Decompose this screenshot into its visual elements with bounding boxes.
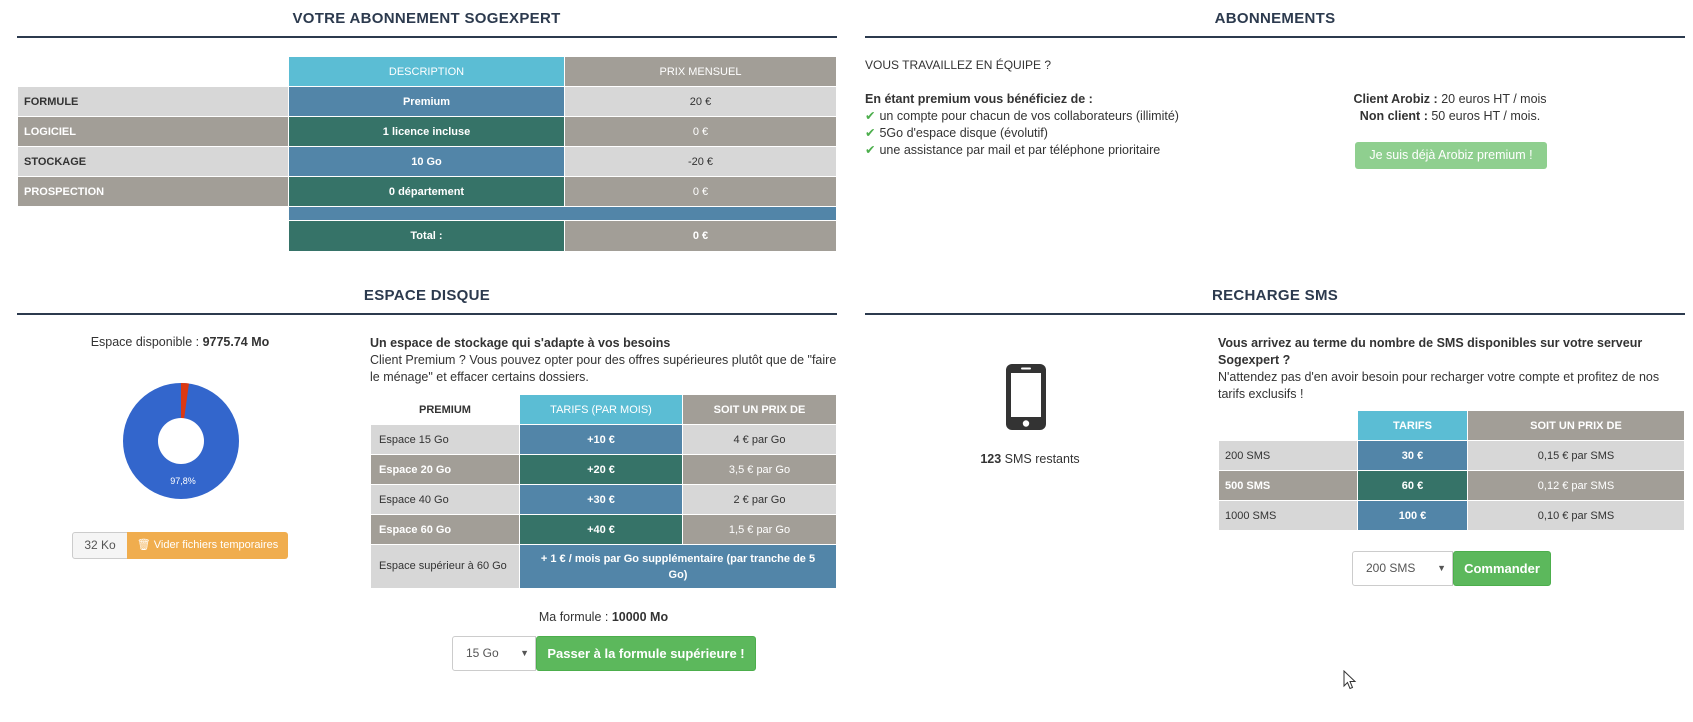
row-tarif: 100 €: [1358, 501, 1468, 531]
table-row: [18, 87, 837, 117]
col-tarifs: TARIFS (PAR MOIS): [520, 395, 683, 425]
row-price: 0,12 € par SMS: [1468, 471, 1685, 501]
subscription-title: VOTRE ABONNEMENT SOGEXPERT: [292, 10, 561, 27]
subscription-divider: [17, 36, 837, 38]
sms-text: N'attendez pas d'en avoir besoin pour recharger votre compte et profitez de nos tarifs exclusifs !: [1218, 370, 1660, 401]
row-price: 3,5 € par Go: [683, 455, 837, 485]
row-price: 0,10 € par SMS: [1468, 501, 1685, 531]
pie-label: 97,8%: [170, 476, 196, 486]
disk-tarifs-table: [370, 394, 837, 589]
table-row: [371, 485, 837, 515]
my-formula: Ma formule : 10000 Mo: [538, 610, 669, 624]
available-space: Espace disponible : 9775.74 Mo: [90, 335, 270, 349]
row-description: 0 département: [289, 177, 565, 207]
mouse-cursor-icon: [1343, 670, 1357, 690]
row-label: Espace 20 Go: [371, 455, 520, 485]
row-price: 0 €: [565, 117, 837, 147]
total-row: [18, 221, 837, 252]
benefits-block: [865, 91, 1195, 159]
col-premium: PREMIUM: [371, 395, 520, 425]
row-label: FORMULE: [18, 87, 289, 117]
pricing-info: [1300, 91, 1600, 125]
row-price: 0,15 € par SMS: [1468, 441, 1685, 471]
disk-title: ESPACE DISQUE: [363, 287, 491, 304]
storage-info: [370, 335, 840, 386]
row-price: -20 €: [565, 147, 837, 177]
row-label: Espace supérieur à 60 Go: [371, 545, 520, 589]
table-row: [371, 425, 837, 455]
row-tarif: 60 €: [1358, 471, 1468, 501]
available-value: 9775.74 Mo: [202, 335, 270, 349]
storage-heading: Un espace de stockage qui s'adapte à vos besoins: [370, 336, 671, 350]
row-tarif: +20 €: [520, 455, 683, 485]
formula-value: 10000 Mo: [611, 610, 669, 624]
benefit-item: ✔ un compte pour chacun de vos collaborateurs (illimité): [865, 109, 1179, 123]
disk-usage-donut: [123, 383, 239, 499]
col-monthly-price: PRIX MENSUEL: [565, 57, 837, 87]
row-description: 1 licence incluse: [289, 117, 565, 147]
table-row: [371, 515, 837, 545]
phone-icon: [1006, 364, 1046, 430]
storage-select[interactable]: 15 Go ▼: [452, 636, 536, 671]
row-tarif: 30 €: [1358, 441, 1468, 471]
table-row: [1219, 501, 1685, 531]
check-icon: ✔: [865, 143, 876, 157]
row-price: 0 €: [565, 177, 837, 207]
table-row: [18, 177, 837, 207]
sms-remaining: 123 SMS restants: [980, 452, 1080, 466]
row-description: Premium: [289, 87, 565, 117]
sms-tarifs-table: [1218, 410, 1685, 531]
col-tarifs: TARIFS: [1358, 411, 1468, 441]
row-label: STOCKAGE: [18, 147, 289, 177]
sms-heading: Vous arrivez au terme du nombre de SMS disponibles sur votre serveur Sogexpert ?: [1218, 336, 1643, 367]
subscription-table: [17, 56, 837, 252]
row-label: PROSPECTION: [18, 177, 289, 207]
row-label: Espace 15 Go: [371, 425, 520, 455]
total-label: Total :: [289, 221, 565, 252]
row-price: 1,5 € par Go: [683, 515, 837, 545]
upgrade-button[interactable]: Passer à la formule supérieure !: [536, 636, 756, 671]
order-button[interactable]: Commander: [1453, 551, 1551, 586]
row-label: 500 SMS: [1219, 471, 1358, 501]
abonnements-divider: [865, 36, 1685, 38]
table-row: [371, 545, 837, 589]
benefit-item: ✔ une assistance par mail et par téléphone prioritaire: [865, 143, 1161, 157]
col-description: DESCRIPTION: [289, 57, 565, 87]
table-row: [1219, 441, 1685, 471]
trash-icon: 🗑: [136, 539, 151, 551]
total-value: 0 €: [565, 221, 837, 252]
storage-text: Client Premium ? Vous pouvez opter pour des offres supérieures plutôt que de "faire le ménage" et effacer certains dossiers.: [370, 353, 837, 384]
spacer-bar: [289, 207, 837, 221]
col-price: SOIT UN PRIX DE: [1468, 411, 1685, 441]
table-row: [18, 117, 837, 147]
client-label: Client Arobiz :: [1353, 92, 1438, 106]
check-icon: ✔: [865, 126, 876, 140]
caret-down-icon: ▼: [520, 648, 529, 658]
row-label: Espace 60 Go: [371, 515, 520, 545]
row-label: LOGICIEL: [18, 117, 289, 147]
row-label: 200 SMS: [1219, 441, 1358, 471]
row-label: 1000 SMS: [1219, 501, 1358, 531]
row-price: 20 €: [565, 87, 837, 117]
table-row: [18, 147, 837, 177]
table-row: [371, 455, 837, 485]
nonclient-price: 50 euros HT / mois.: [1431, 109, 1541, 123]
temp-size: 32 Ko: [72, 532, 128, 559]
abonnements-title: ABONNEMENTS: [1214, 10, 1336, 27]
table-row: [1219, 471, 1685, 501]
caret-down-icon: ▼: [1437, 563, 1446, 573]
row-tarif: +30 €: [520, 485, 683, 515]
sms-remaining-count: 123: [980, 452, 1002, 466]
row-label: Espace 40 Go: [371, 485, 520, 515]
client-price: 20 euros HT / mois: [1441, 92, 1547, 106]
col-price: SOIT UN PRIX DE: [683, 395, 837, 425]
row-price: 4 € par Go: [683, 425, 837, 455]
sms-title: RECHARGE SMS: [1211, 287, 1339, 304]
sms-info: [1218, 335, 1688, 403]
row-tarif: +40 €: [520, 515, 683, 545]
clear-temp-button[interactable]: 🗑 Vider fichiers temporaires: [127, 532, 288, 559]
row-extra-tarif: + 1 € / mois par Go supplémentaire (par tranche de 5 Go): [520, 545, 837, 589]
disk-divider: [17, 313, 837, 315]
team-question: VOUS TRAVAILLEZ EN ÉQUIPE ?: [865, 58, 1052, 72]
sms-select[interactable]: 200 SMS ▼: [1352, 551, 1453, 586]
sms-divider: [865, 313, 1685, 315]
premium-intro: En étant premium vous bénéficiez de :: [865, 92, 1093, 106]
benefit-item: ✔ 5Go d'espace disque (évolutif): [865, 126, 1048, 140]
check-icon: ✔: [865, 109, 876, 123]
row-tarif: +10 €: [520, 425, 683, 455]
row-description: 10 Go: [289, 147, 565, 177]
already-premium-button[interactable]: Je suis déjà Arobiz premium !: [1355, 142, 1547, 169]
nonclient-label: Non client :: [1359, 109, 1428, 123]
row-price: 2 € par Go: [683, 485, 837, 515]
